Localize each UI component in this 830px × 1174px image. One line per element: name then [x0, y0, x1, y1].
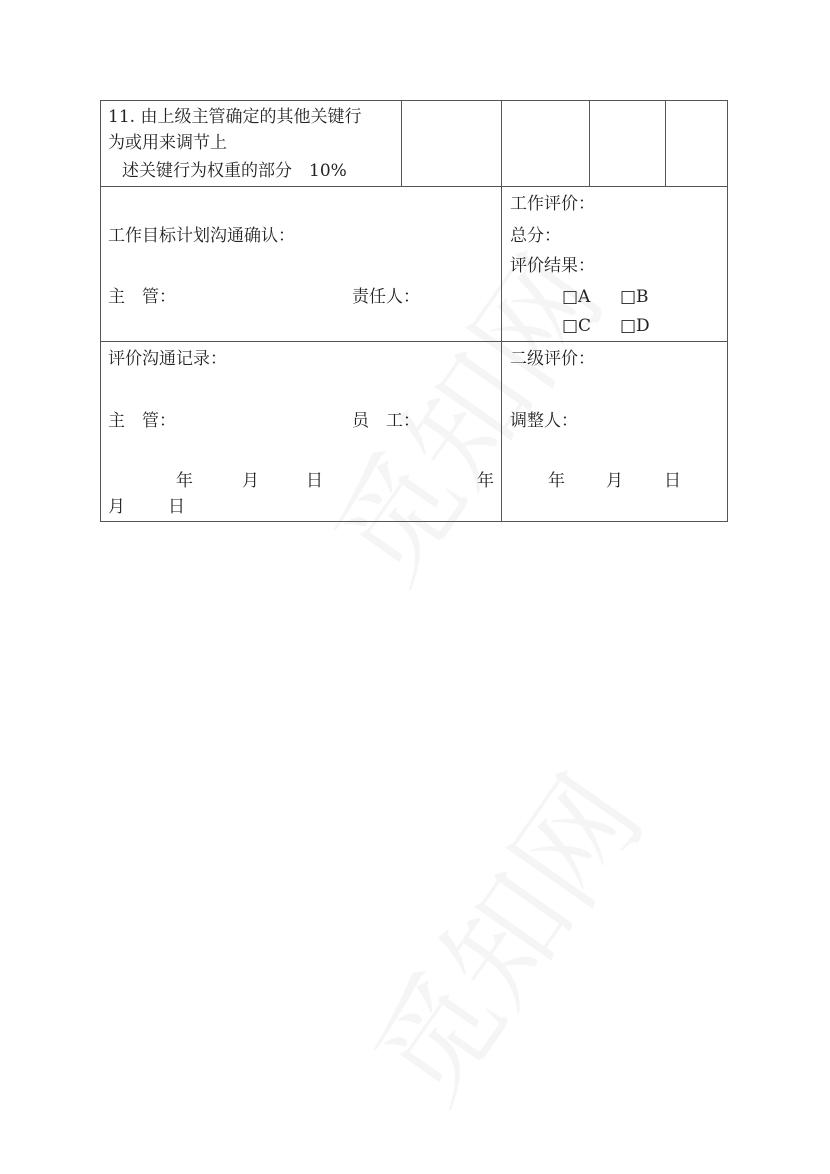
month-label: 月 — [242, 471, 259, 491]
total-label: 总分： — [510, 226, 561, 246]
confirm-label: 工作目标计划沟通确认： — [108, 226, 295, 246]
supervisor-label: 主 管： — [108, 287, 176, 307]
employee-label: 员 工： — [352, 411, 420, 431]
option-d-checkbox[interactable]: □D — [620, 316, 650, 336]
adjuster-label: 调整人： — [510, 411, 578, 431]
record-label: 评价沟通记录： — [108, 349, 227, 369]
option-b-checkbox[interactable]: □B — [620, 287, 649, 307]
supervisor-label: 主 管： — [108, 411, 176, 431]
month-label: 月 — [108, 497, 125, 517]
result-label: 评价结果： — [510, 256, 595, 276]
day-label: 日 — [168, 497, 185, 517]
option-c-checkbox[interactable]: □C — [562, 316, 592, 336]
work-eval-label: 工作评价： — [510, 194, 595, 214]
watermark — [358, 758, 663, 1122]
day-label: 日 — [664, 471, 681, 491]
item-11-text: 11. 由上级主管确定的其他关键行 — [108, 107, 362, 127]
option-a-checkbox[interactable]: □A — [562, 287, 591, 307]
month-label: 月 — [606, 471, 623, 491]
year-label: 年 — [548, 471, 565, 491]
second-eval-label: 二级评价： — [510, 349, 595, 369]
item-11-text: 述关键行为权重的部分 10% — [122, 161, 347, 181]
year-label: 年 — [176, 471, 193, 491]
responsible-label: 责任人： — [352, 287, 420, 307]
day-label: 日 — [306, 471, 323, 491]
item-11-text: 为或用来调节上 — [108, 133, 227, 153]
year-label: 年 — [477, 471, 494, 491]
